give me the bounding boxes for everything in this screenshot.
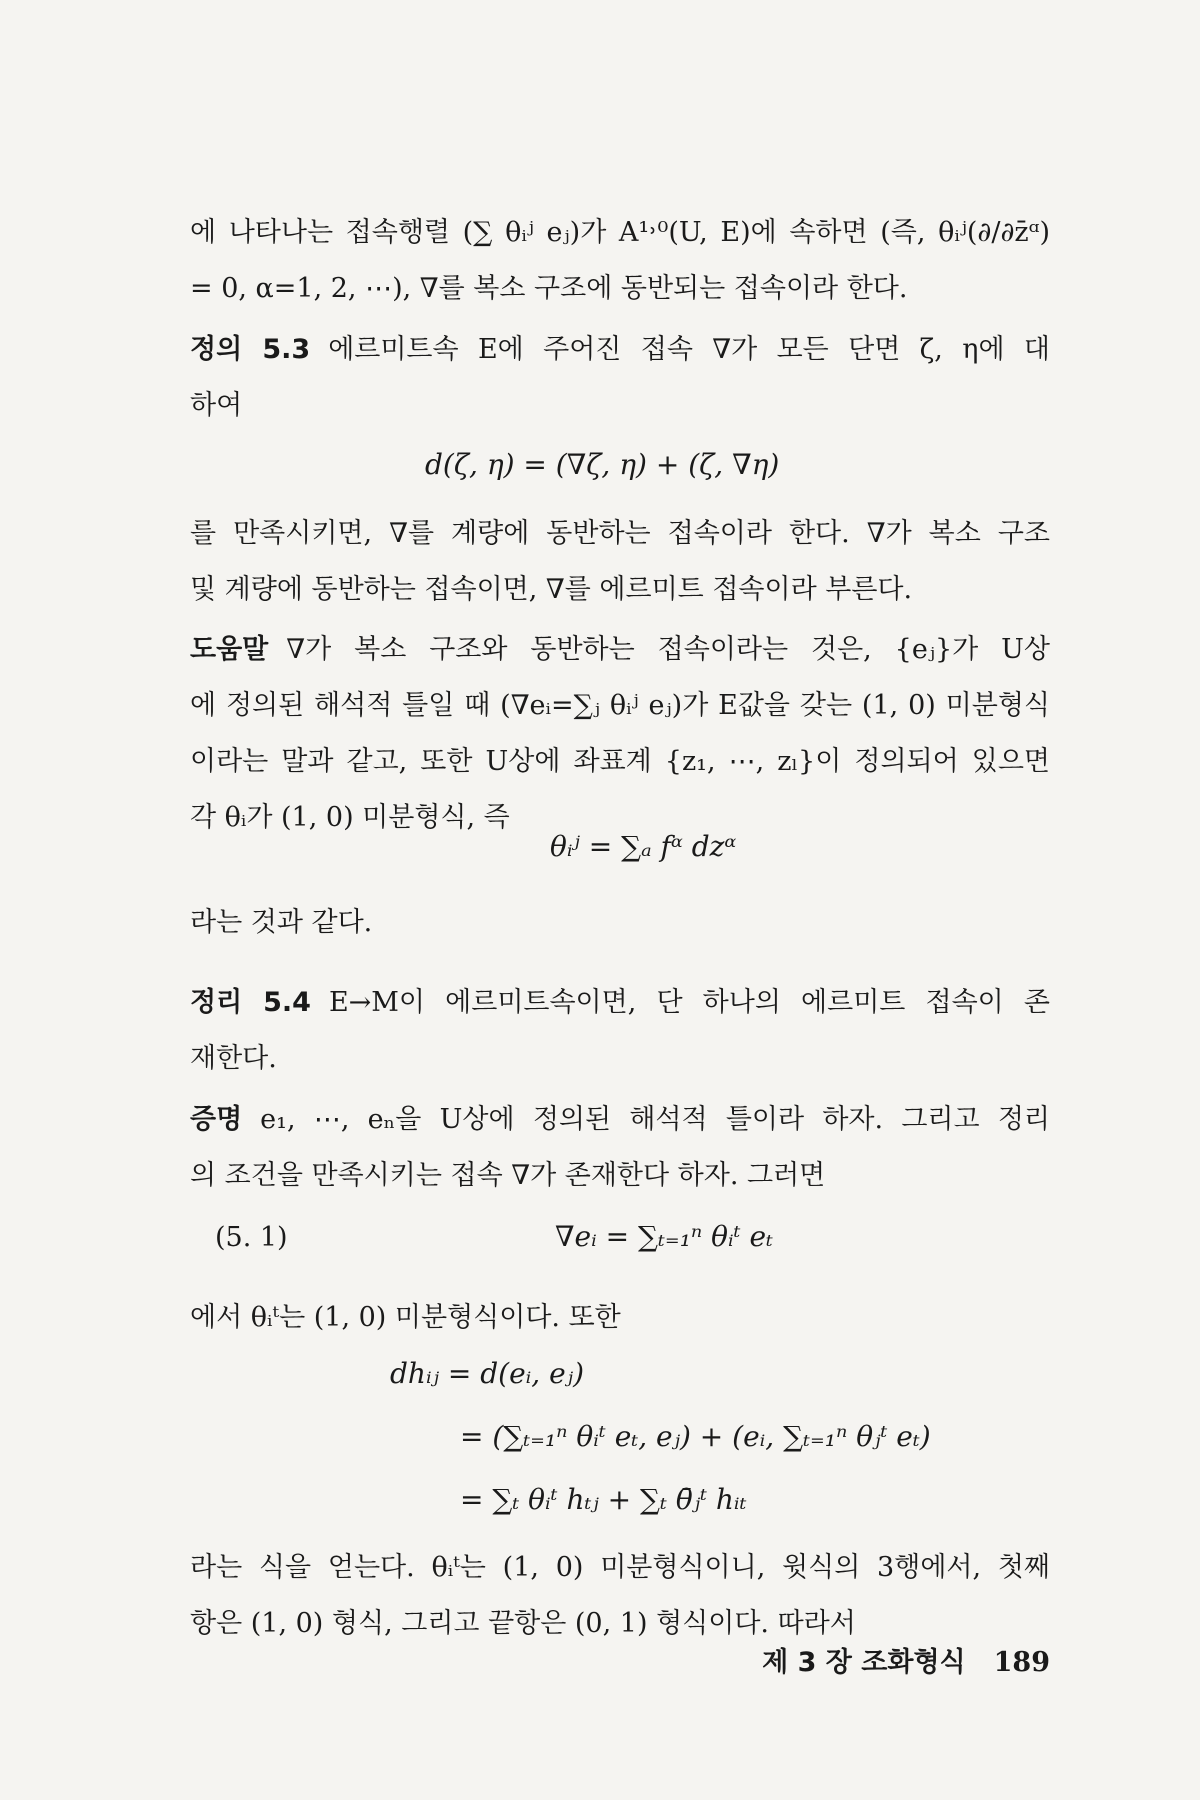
- remark-conclusion: [190, 895, 1050, 951]
- text-line: 를 만족시키면, ∇를 계량에 동반하는 접속이라 한다. ∇가 복소 구조: [190, 518, 1050, 549]
- text-line: 의 조건을 만족시키는 접속 ∇가 존재한다 하자. 그러면: [190, 1160, 826, 1191]
- definition-5-3-conclusion: [190, 506, 1050, 618]
- text-line: 라는 식을 얻는다. θᵢᵗ는 (1, 0) 미분형식이니, 윗식의 3행에서, 첫째: [190, 1552, 1050, 1583]
- text-line: 각 θᵢ가 (1, 0) 미분형식, 즉: [190, 802, 510, 833]
- equation-number: (5. 1): [215, 1222, 288, 1253]
- paragraph-connection-matrix: [190, 205, 1050, 317]
- equation-5-1: ∇eᵢ = ∑ₜ₌₁ⁿ θᵢᵗ eₜ: [555, 1220, 773, 1253]
- page-footer: [762, 1640, 1050, 1679]
- definition-label: 정의 5.3: [190, 334, 311, 365]
- text-line: E→M이 에르미트속이면, 단 하나의 에르미트 접속이 존: [328, 987, 1050, 1018]
- text-line: 라는 것과 같다.: [190, 907, 373, 938]
- definition-5-3: [190, 322, 1050, 434]
- proof-label: 증명: [190, 1104, 243, 1135]
- page-number: 189: [993, 1647, 1050, 1678]
- proof-middle: [190, 1290, 1050, 1346]
- text-line: 에 나타나는 접속행렬 (∑ θᵢʲ eⱼ)가 A¹˒⁰(U, E)에 속하면 (즉, θᵢʲ(∂/∂z̄ᵅ): [190, 217, 1050, 248]
- text-line: = 0, α=1, 2, ⋯), ∇를 복소 구조에 동반되는 접속이라 한다.: [190, 273, 908, 304]
- chapter-title: 제 3 장 조화형식: [762, 1647, 966, 1678]
- text-line: 에서 θᵢᵗ는 (1, 0) 미분형식이다. 또한: [190, 1302, 621, 1333]
- equation-metric-compat: d(ζ, η) = (∇ζ, η) + (ζ, ∇η): [425, 448, 780, 481]
- text-line: 및 계량에 동반하는 접속이면, ∇를 에르미트 접속이라 부른다.: [190, 574, 913, 605]
- equation-dh-line3: = ∑ₜ θᵢᵗ hₜⱼ + ∑ₜ θ̄ⱼᵗ hᵢₜ: [460, 1483, 747, 1516]
- text-line: 에르미트속 E에 주어진 접속 ∇가 모든 단면 ζ, η에 대: [328, 334, 1050, 365]
- text-line: ∇가 복소 구조와 동반하는 접속이라는 것은, {eⱼ}가 U상: [286, 634, 1050, 665]
- text-line: 재한다.: [190, 1043, 277, 1074]
- text-line: 이라는 말과 같고, 또한 U상에 좌표계 {z₁, ⋯, zₗ}이 정의되어 있으면: [190, 746, 1050, 777]
- remark: [190, 622, 1050, 846]
- text-line: e₁, ⋯, eₙ을 U상에 정의된 해석적 틀이라 하자. 그리고 정리: [260, 1104, 1050, 1135]
- equation-theta-form: θᵢʲ = ∑ₐ fᵅ dzᵅ: [550, 830, 737, 863]
- text-line: 에 정의된 해석적 틀일 때 (∇eᵢ=∑ⱼ θᵢʲ eⱼ)가 E값을 갖는 (1, 0) 미분형식: [190, 690, 1050, 721]
- proof-conclusion: [190, 1540, 1050, 1652]
- theorem-5-4: [190, 975, 1050, 1087]
- equation-dh-line1: dhᵢⱼ = d(eᵢ, eⱼ): [390, 1357, 584, 1390]
- text-line: 하여: [190, 390, 243, 421]
- theorem-label: 정리 5.4: [190, 987, 311, 1018]
- text-line: 항은 (1, 0) 형식, 그리고 끝항은 (0, 1) 형식이다. 따라서: [190, 1608, 856, 1639]
- proof: [190, 1092, 1050, 1204]
- equation-dh-line2: = (∑ₜ₌₁ⁿ θᵢᵗ eₜ, eⱼ) + (eᵢ, ∑ₜ₌₁ⁿ θⱼᵗ eₜ): [460, 1420, 931, 1453]
- remark-label: 도움말: [190, 634, 269, 665]
